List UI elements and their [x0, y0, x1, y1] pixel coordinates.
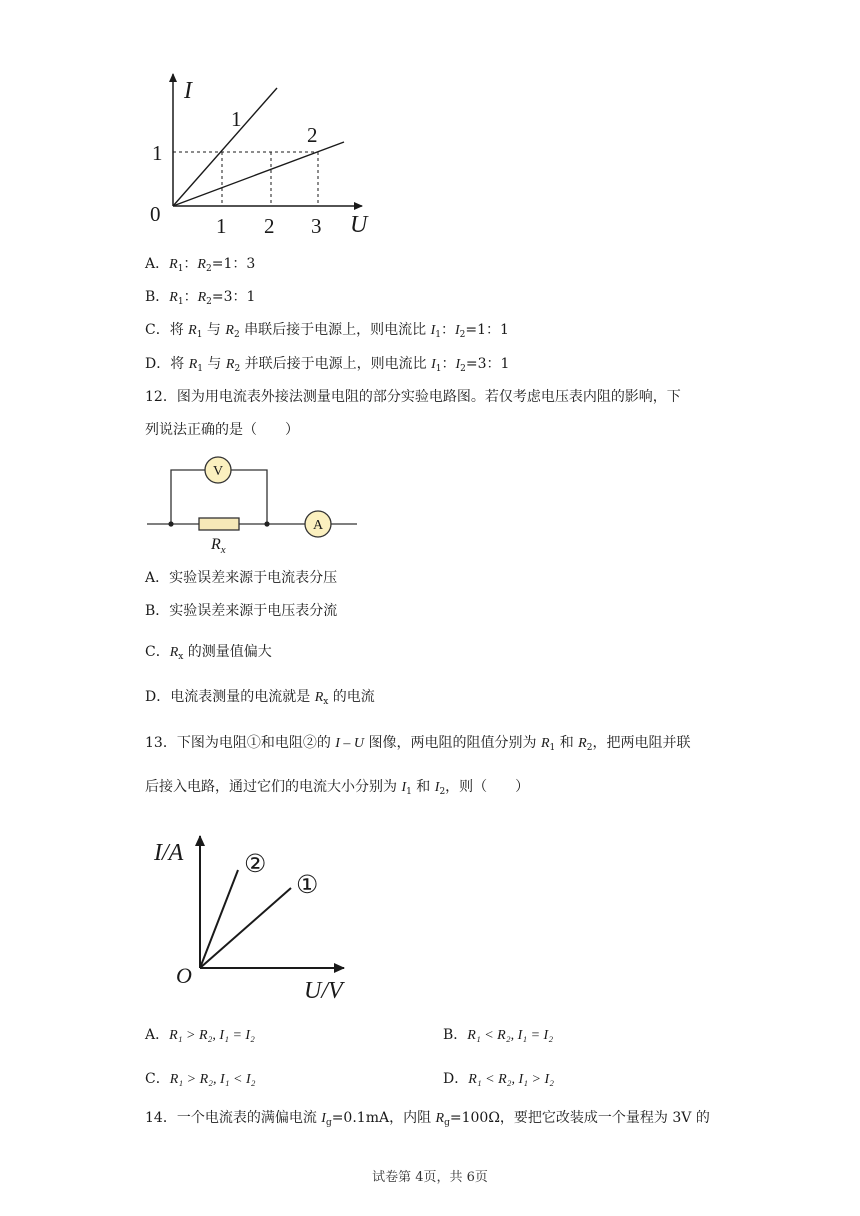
- var-iu: I – U: [335, 736, 365, 751]
- option-prefix: C．: [145, 1071, 170, 1087]
- var-r: R: [169, 257, 178, 272]
- sub: 1: [177, 297, 184, 307]
- text: ，则（ ）: [445, 779, 530, 795]
- wire-voltmeter-branch: [171, 470, 205, 524]
- text: 串联后接于电源上，则电流比: [239, 322, 431, 338]
- var-r: R: [169, 290, 178, 305]
- text: 后接入电路，通过它们的电流大小分别为: [145, 779, 402, 795]
- sub: 2: [586, 743, 593, 753]
- iu-graph-lines-1-2: [140, 68, 380, 243]
- sub: 2: [459, 330, 466, 340]
- var-r: R: [578, 736, 587, 751]
- text: =0.1mA，内阻: [331, 1110, 436, 1126]
- sub: 1: [549, 743, 556, 753]
- q13-stem-line-1: [145, 733, 690, 754]
- var-r: R: [314, 690, 324, 705]
- text: 和: [411, 779, 435, 795]
- node-left: [168, 521, 173, 526]
- sub: x: [178, 652, 184, 662]
- x-axis-label: U/V: [304, 978, 343, 1004]
- var-i: I: [434, 780, 440, 795]
- sub: 2: [233, 330, 240, 340]
- q13-option-b[interactable]: [443, 1025, 553, 1046]
- var-i: I: [431, 357, 436, 372]
- option-prefix: D．电流表测量的电流就是: [145, 689, 315, 705]
- var-r: R: [188, 323, 197, 338]
- var-i: I: [430, 323, 436, 338]
- x-tick-2: 2: [264, 214, 275, 238]
- var-r: R: [197, 257, 206, 272]
- q13-option-c[interactable]: [145, 1069, 256, 1090]
- option-prefix: C．: [145, 644, 170, 660]
- text: ：: [440, 322, 455, 338]
- q12-option-d[interactable]: [145, 687, 375, 708]
- text: 与: [202, 356, 226, 372]
- var-r: R: [188, 357, 198, 372]
- y-axis-label: I/A: [154, 840, 184, 866]
- sub: 1: [435, 330, 441, 340]
- option-expression: R₁ < R₂, I₁ = I₂: [467, 1028, 554, 1043]
- wire-voltmeter-branch-right: [231, 470, 267, 524]
- q11-option-d[interactable]: [145, 354, 509, 375]
- y-axis-label: I: [184, 78, 192, 104]
- line-1-label: 1: [231, 107, 242, 131]
- q12-option-a[interactable]: A．实验误差来源于电流表分压: [145, 570, 338, 586]
- node-right: [264, 521, 269, 526]
- var-r: R: [540, 736, 550, 751]
- line-1: [173, 88, 277, 206]
- sub: 2: [206, 297, 212, 307]
- q11-option-a[interactable]: [145, 254, 255, 275]
- origin-label: 0: [150, 202, 161, 226]
- text: 并联后接于电源上，则电流比: [240, 356, 432, 372]
- sub: 2: [205, 264, 212, 274]
- var-i: I: [321, 1111, 326, 1126]
- resistor-sub: x: [220, 544, 226, 556]
- x-tick-1: 1: [216, 214, 227, 238]
- option-prefix: A．: [145, 256, 170, 272]
- text: ，把两电阻并联: [592, 735, 691, 751]
- option-prefix: D．将: [145, 356, 189, 372]
- q11-option-c[interactable]: [145, 320, 509, 341]
- ammeter-label: A: [312, 518, 324, 533]
- line-resistor-1: [200, 888, 291, 968]
- line-2-label: 2: [307, 123, 318, 147]
- sub: 1: [177, 264, 184, 274]
- resistor-rx: [199, 518, 239, 530]
- sub: g: [325, 1118, 332, 1128]
- text: =3：1: [211, 289, 256, 305]
- q11-option-b[interactable]: [145, 287, 255, 308]
- origin-label: O: [176, 963, 192, 988]
- var-r: R: [197, 290, 207, 305]
- label-resistor-2: ②: [244, 851, 267, 878]
- var-r: R: [225, 357, 235, 372]
- option-prefix: D．: [443, 1071, 469, 1087]
- iu-graph-resistors: [148, 830, 368, 1010]
- text: 14．一个电流表的满偏电流: [145, 1110, 322, 1126]
- option-prefix: A．: [145, 1027, 170, 1043]
- text: =100Ω，要把它改装成一个量程为 3V 的: [449, 1110, 710, 1126]
- option-prefix: C．将: [145, 322, 189, 338]
- text: 与: [202, 322, 226, 338]
- option-prefix: B．: [443, 1027, 468, 1043]
- option-expression: R₁ < R₂, I₁ > I₂: [468, 1072, 555, 1087]
- x-axis-label: U: [350, 212, 368, 238]
- text: ：: [441, 356, 456, 372]
- q14-stem-line-1: [145, 1108, 710, 1129]
- voltmeter-label: V: [212, 464, 224, 479]
- q12-option-c[interactable]: [145, 642, 272, 663]
- text: =1：1: [465, 322, 509, 338]
- var-i: I: [455, 357, 461, 372]
- y-tick-1: 1: [152, 141, 163, 165]
- text: ：: [183, 256, 198, 272]
- sub: 1: [435, 364, 442, 374]
- option-expression: R₁ > R₂, I₁ = I₂: [169, 1028, 255, 1043]
- sub: x: [323, 697, 329, 707]
- line-resistor-2: [200, 870, 238, 968]
- sub: 1: [197, 364, 203, 374]
- text: 的电流: [328, 689, 375, 705]
- resistor-var: R: [211, 536, 221, 553]
- q12-stem-line-1: 12．图为用电流表外接法测量电阻的部分实验电路图。若仅考虑电压表内阻的影响，下: [145, 389, 681, 405]
- circuit-diagram: [145, 448, 365, 560]
- var-r: R: [225, 323, 234, 338]
- text: =1：3: [211, 256, 256, 272]
- var-i: I: [454, 323, 460, 338]
- text: 13．下图为电阻①和电阻②的: [145, 735, 336, 751]
- option-expression: R₁ > R₂, I₁ < I₂: [169, 1072, 256, 1087]
- var-i: I: [401, 780, 407, 795]
- text: ：: [183, 289, 198, 305]
- q13-option-d[interactable]: [443, 1069, 554, 1090]
- label-resistor-1: ①: [296, 872, 319, 899]
- sub: 1: [406, 787, 412, 797]
- resistor-label: [210, 536, 226, 556]
- page-footer: 试卷第 4页，共 6页: [372, 1170, 488, 1185]
- x-tick-3: 3: [311, 214, 322, 238]
- q13-stem-line-2: [145, 777, 529, 798]
- q13-option-a[interactable]: [145, 1025, 255, 1046]
- option-prefix: B．: [145, 289, 170, 305]
- text: 和: [555, 735, 579, 751]
- var-r: R: [435, 1111, 445, 1126]
- text: =3：1: [465, 356, 510, 372]
- var-r: R: [169, 645, 179, 660]
- sub: g: [444, 1118, 450, 1128]
- sub: 2: [234, 364, 241, 374]
- sub: 2: [439, 787, 446, 797]
- text: 图像，两电阻的阻值分别为: [364, 735, 541, 751]
- q12-option-b[interactable]: B．实验误差来源于电压表分流: [145, 603, 338, 619]
- text: 的测量值偏大: [183, 644, 272, 660]
- q12-stem-line-2: 列说法正确的是（ ）: [145, 422, 299, 438]
- sub: 1: [196, 330, 203, 340]
- sub: 2: [460, 364, 466, 374]
